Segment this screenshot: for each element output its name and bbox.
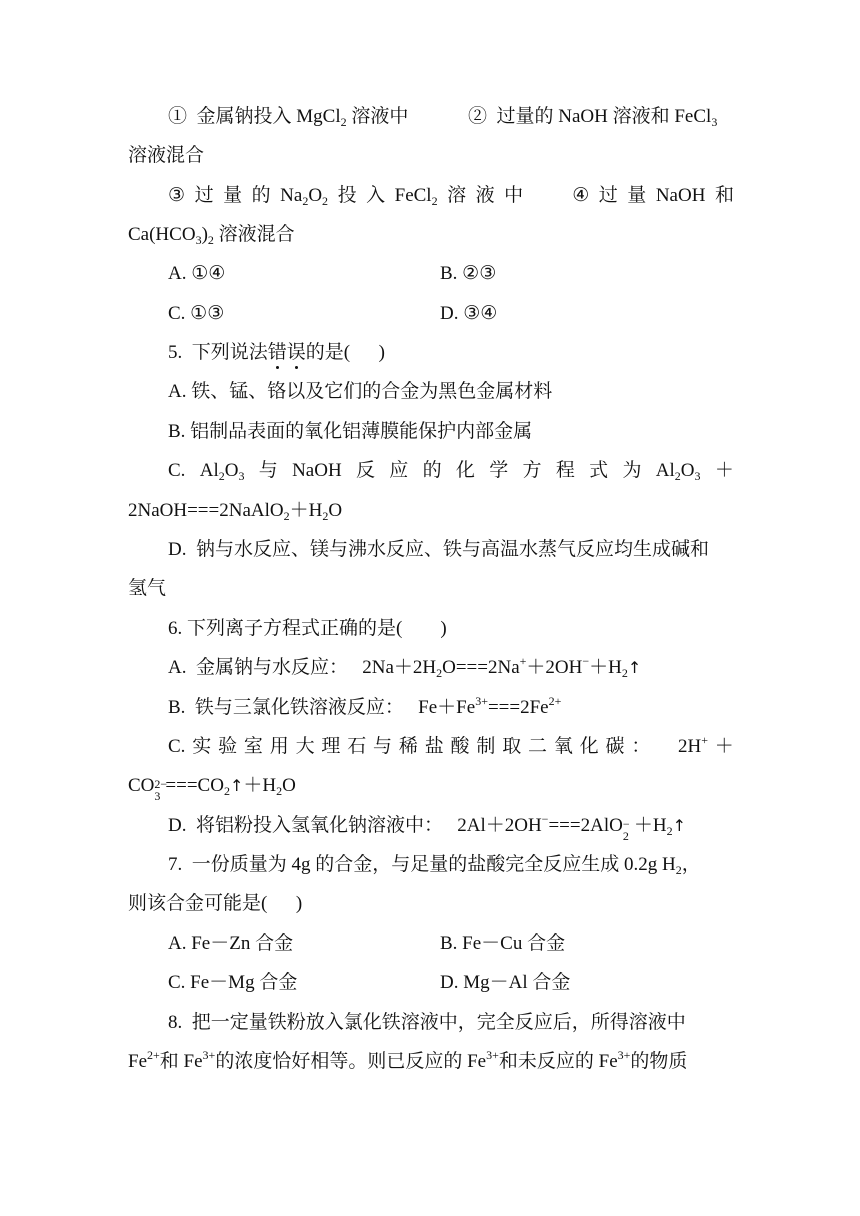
q4-choice-d: D. ③④ — [440, 303, 498, 324]
q4-choice-b: B. ②③ — [440, 263, 497, 284]
q4-option-4-cont: $Ca(HCO_3)_2$ 溶液混合 — [128, 224, 295, 247]
q5-stem: 5. 下列说法错 误 的是( ) — [168, 340, 734, 366]
q5-option-a: A. 铁、锰、铬以及它们的合金为黑色金属材料 — [168, 381, 553, 402]
q4-choice-a: A. ①④ — [168, 263, 226, 284]
q5-option-d-line: D. 钠与水反应、镁与沸水反应、铁与高温水蒸气反应均生成碱和 — [168, 539, 709, 560]
q6-option-c-cont: CO 2− 3 $===CO_2↑+H_2O$ — [128, 775, 296, 803]
q5-option-c-cont: $2NaOH===2NaAlO_2+H_2O$ — [128, 500, 343, 523]
q7-choice-d: D. Mg－Al 合金 — [440, 972, 571, 993]
q7-stem-line-1: 7. 一份质量为 4g 的合金，与足量的盐酸完全反应生成 0.2g $H_2$， — [168, 854, 701, 877]
q5-option-c-line: C. $Al_2O_3$ 与 NaOH 反 应 的 化 学 方 程 式 为 $Al_2O_3$ ＋ — [168, 460, 734, 483]
q4-choices-row-1 — [168, 261, 734, 287]
q7-choice-c: C. Fe－Mg 合金 — [168, 972, 298, 993]
q6-option-d: D. 将铝粉投入氢氧化钠溶液中： 2Al＋2OH−===2AlO − 2 $+H_2↑$ — [168, 812, 686, 843]
q4-choice-c: C. ①③ — [168, 303, 225, 324]
q4-option-1-line — [168, 104, 734, 130]
q4-option-1: ① 金属钠投入 MgCl$_2$ 溶液中 — [168, 106, 409, 129]
q6-option-a: A. 金属钠与水反应： $2Na+2H_2O===2Na^++2OH^-+H_2↑$ — [168, 654, 642, 680]
q6-stem: 6. 下列离子方程式正确的是( ) — [168, 618, 447, 639]
q7-choices-row-2 — [168, 970, 734, 996]
q7-choice-a: A. Fe－Zn 合金 — [168, 933, 294, 954]
q4-choices-row-2 — [168, 301, 734, 327]
q5-option-b: B. 铝制品表面的氧化铝薄膜能保护内部金属 — [168, 421, 533, 442]
q4-option-2: ② 过量的 NaOH 溶液和 FeCl$_3$ — [468, 106, 718, 129]
q8-stem-line-2: $Fe^{2+}$和 $Fe^{3+}$的浓度恰好相等。则已反应的 $Fe^{3+}$和未反应的 $Fe^{3+}$的物质 — [128, 1048, 688, 1072]
q4-option-3-line: ③ 过 量 的 $Na_2O_2$ 投 入 FeCl$_2$ 溶 液 中 ④ 过 量 NaOH 和 — [168, 185, 734, 208]
q5-option-d-cont: 氢气 — [128, 578, 167, 599]
q8-stem-line-1: 8. 把一定量铁粉放入氯化铁溶液中，完全反应后，所得溶液中 — [168, 1012, 686, 1033]
q6-option-c-line: C. 实 验 室 用 大 理 石 与 稀 盐 酸 制 取 二 氧 化 碳 ： 2H+ ＋ — [168, 733, 734, 757]
q7-choices-row-1 — [168, 931, 734, 957]
q6-option-b: B. 铁与三氯化铁溶液反应： $Fe+Fe^{3+}===2Fe^{2+}$ — [168, 694, 562, 718]
q7-stem-line-2: 则该合金可能是( ) — [128, 893, 303, 914]
q7-choice-b: B. Fe－Cu 合金 — [440, 933, 566, 954]
q4-option-2-cont: 溶液混合 — [128, 145, 205, 166]
